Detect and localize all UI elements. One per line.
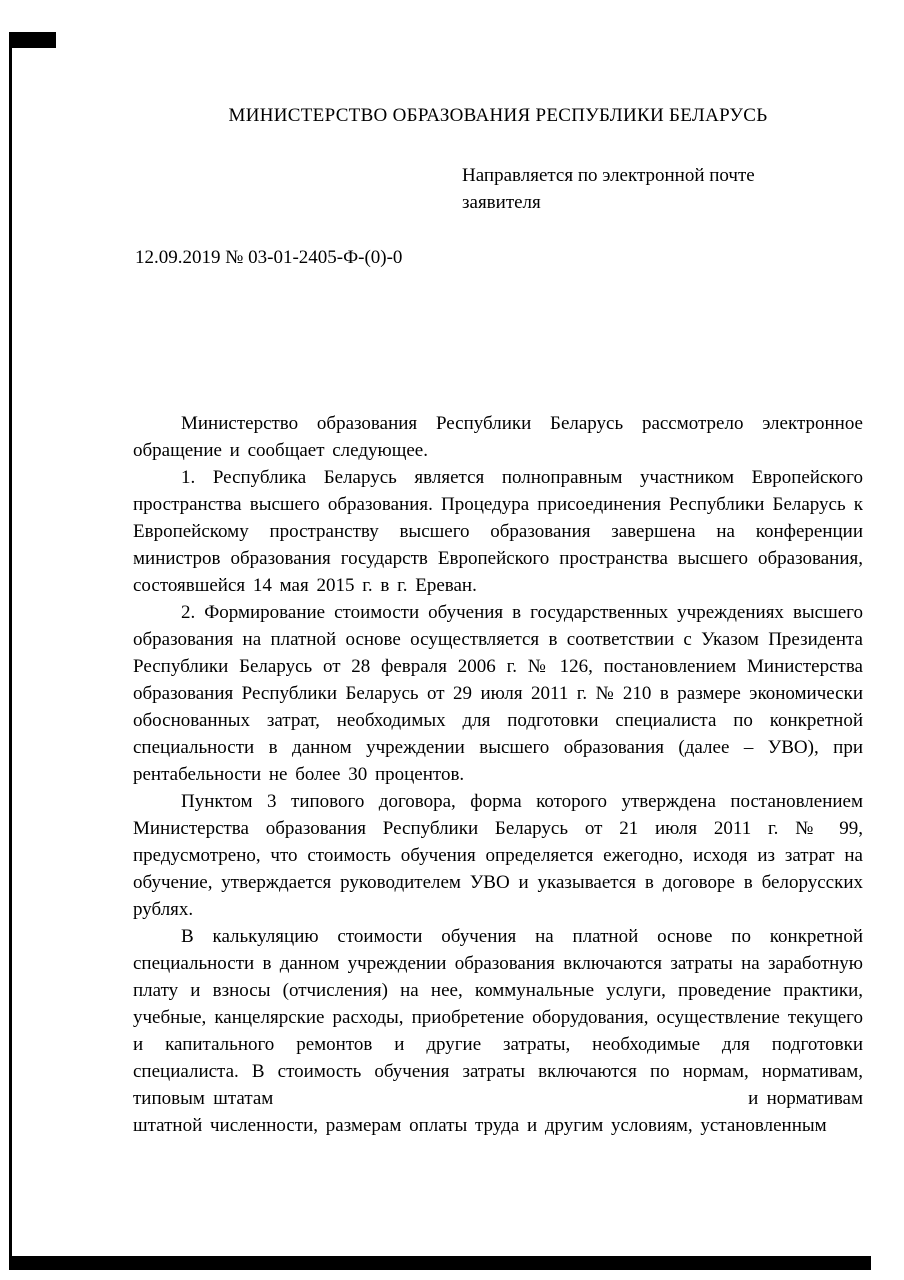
scan-artifact-bottom-edge [9,1256,871,1270]
document-content [133,0,863,1139]
delivery-note: Направляется по электронной почте заявителя [462,165,755,213]
paragraph-contract: Пунктом 3 типового договора, форма которого утверждена постановлением Министерства образования Республики Беларусь от 21 июля 2011 г. № 99, предусмотрено, что стоимость обучения определяется ежегодно, исходя из затрат на обучение, утверждается руководителем УВО и указывается в договоре в белорусских рублях. [133,791,863,920]
document-body [133,410,863,1139]
paragraph-intro: Министерство образования Республики Беларусь рассмотрело электронное обращение и сообщает следующее. [133,413,863,461]
document-title: МИНИСТЕРСТВО ОБРАЗОВАНИЯ РЕСПУБЛИКИ БЕЛАРУСЬ [228,105,768,126]
paragraph-item-1: 1. Республика Беларусь является полноправным участником Европейского пространства высшего образования. Процедура присоединения Республики Беларусь к Европейскому пространству высшего образования завершена на конференции министров образования государств Европейского пространства высшего образования, состоявшейся 14 мая 2015 г. в г. Ереван. [133,467,863,596]
paragraph-item-2: 2. Формирование стоимости обучения в государственных учреждениях высшего образования на платной основе осуществляется в соответствии с Указом Президента Республики Беларусь от 28 февраля 2006 г. № 126, постановлением Министерства образования Республики Беларусь от 29 июля 2011 г. № 210 в размере экономически обоснованных затрат, необходимых для подготовки специалиста по конкретной специальности в данном учреждении высшего образования (далее – УВО), при рентабельности не более 30 процентов. [133,602,863,785]
reference-number: 12.09.2019 № 03-01-2405-Ф-(0)-0 [135,247,403,268]
scan-artifact-left-edge [9,44,12,1262]
scan-artifact-corner [9,32,56,48]
paragraph-costing: В калькуляцию стоимости обучения на платной основе по конкретной специальности в данном учреждении образования включаются затраты на заработную плату и взносы (отчисления) на нее, коммунальные услуги, проведение практики, учебные, канцелярские расходы, приобретение оборудования, осуществление текущего и капитального ремонтов и другие затраты, необходимые для подготовки специалиста. В стоимость обучения затраты включаются по нормам, нормативам, типовым штатам и нормативам штатной численности, размерам оплаты труда и другим условиям, установленным [133,926,863,1136]
